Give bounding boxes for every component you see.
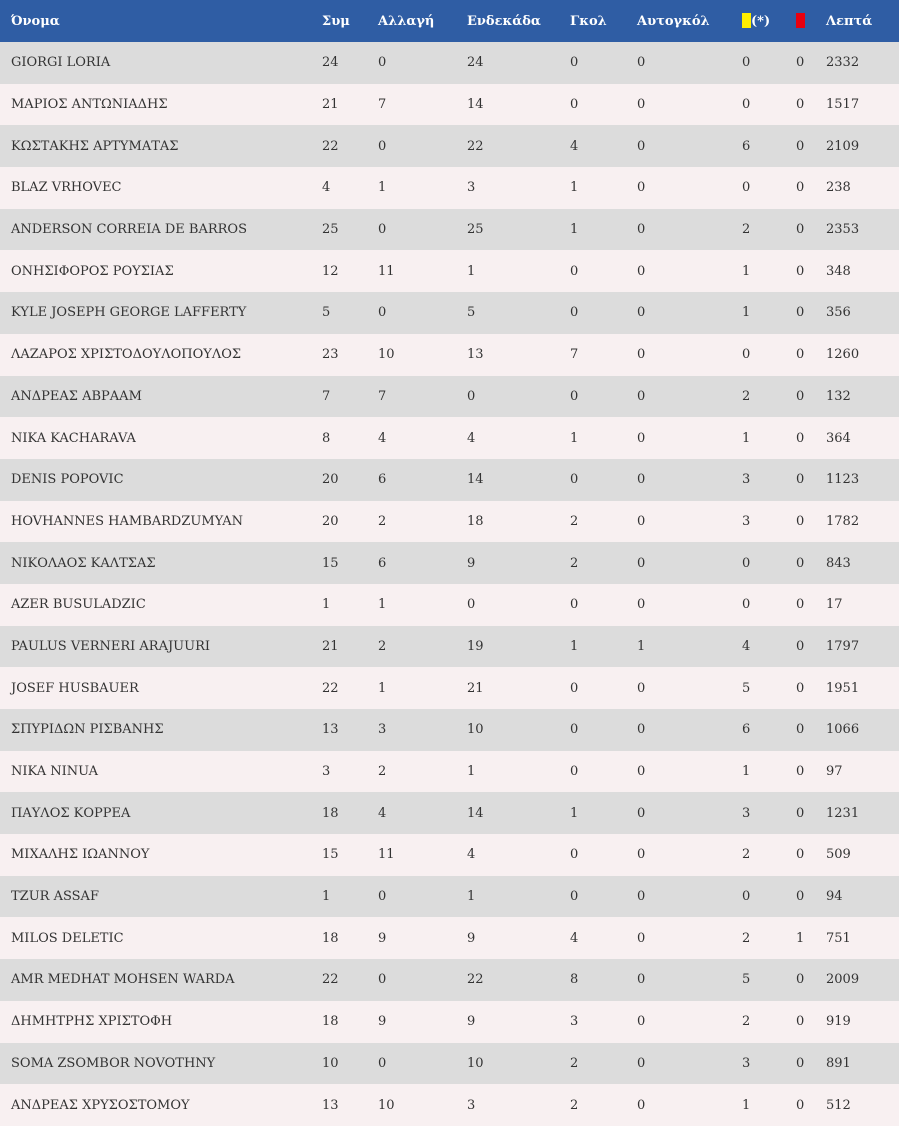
minutes-cell: 751 (826, 930, 851, 946)
minutes-cell: 512 (826, 1097, 851, 1113)
apps-cell: 22 (322, 680, 339, 696)
own-goals-cell: 0 (637, 847, 646, 863)
apps-cell: 22 (322, 972, 339, 988)
minutes-cell: 1517 (826, 97, 860, 113)
own-goals-cell: 0 (637, 430, 646, 446)
goals-cell: 0 (570, 472, 579, 488)
yellow-cards-cell: 1 (742, 263, 751, 279)
minutes-cell: 1231 (826, 805, 860, 821)
apps-cell: 18 (322, 1014, 339, 1030)
red-cards-cell: 0 (796, 388, 805, 404)
red-cards-cell: 0 (796, 222, 805, 238)
player-name-cell[interactable]: ΚΩΣΤΑΚΗΣ ΑΡΤΥΜΑΤΑΣ (11, 138, 179, 154)
table-row[interactable] (0, 167, 899, 209)
goals-cell: 0 (570, 263, 579, 279)
table-row[interactable] (0, 501, 899, 543)
minutes-cell: 97 (826, 764, 843, 780)
apps-cell: 22 (322, 138, 339, 154)
player-name-cell[interactable]: AZER BUSULADZIC (11, 597, 146, 613)
goals-cell: 4 (570, 930, 579, 946)
minutes-cell: 1951 (826, 680, 860, 696)
red-cards-cell: 0 (796, 513, 805, 529)
starts-cell: 25 (467, 222, 484, 238)
starts-cell: 13 (467, 347, 484, 363)
minutes-cell: 238 (826, 180, 851, 196)
starts-cell: 22 (467, 972, 484, 988)
red-cards-cell: 0 (796, 972, 805, 988)
minutes-cell: 364 (826, 430, 851, 446)
player-name-cell[interactable]: ΣΠΥΡΙΔΩΝ ΡΙΣΒΑΝΗΣ (11, 722, 164, 738)
col-header-red-cards[interactable] (785, 0, 815, 42)
apps-cell: 21 (322, 638, 339, 654)
apps-cell: 20 (322, 472, 339, 488)
yellow-cards-cell: 3 (742, 472, 751, 488)
goals-cell: 0 (570, 680, 579, 696)
player-name-cell[interactable]: DENIS POPOVIC (11, 472, 124, 488)
own-goals-cell: 0 (637, 889, 646, 905)
minutes-cell: 348 (826, 263, 851, 279)
table-row[interactable] (0, 250, 899, 292)
table-row[interactable] (0, 1084, 899, 1126)
starts-cell: 18 (467, 513, 484, 529)
table-row[interactable] (0, 376, 899, 418)
col-header-yellow-cards[interactable] (731, 0, 785, 42)
own-goals-cell: 1 (637, 638, 646, 654)
own-goals-cell: 0 (637, 138, 646, 154)
yellow-cards-cell: 5 (742, 972, 751, 988)
apps-cell: 8 (322, 430, 331, 446)
goals-cell: 0 (570, 597, 579, 613)
starts-cell: 0 (467, 388, 476, 404)
red-cards-cell: 0 (796, 1014, 805, 1030)
subs-cell: 3 (378, 722, 387, 738)
player-name-cell[interactable]: ΜΑΡΙΟΣ ΑΝΤΩΝΙΑΔΗΣ (11, 97, 168, 113)
goals-cell: 1 (570, 430, 579, 446)
starts-cell: 14 (467, 472, 484, 488)
yellow-cards-cell: 2 (742, 222, 751, 238)
own-goals-cell: 0 (637, 1097, 646, 1113)
player-name-cell[interactable]: ANDERSON CORREIA DE BARROS (11, 222, 247, 238)
red-cards-cell: 0 (796, 638, 805, 654)
own-goals-cell: 0 (637, 97, 646, 113)
apps-cell: 7 (322, 388, 331, 404)
table-row[interactable] (0, 584, 899, 626)
own-goals-cell: 0 (637, 222, 646, 238)
table-row[interactable] (0, 84, 899, 126)
col-header-subs[interactable]: Αλλαγή (378, 13, 435, 29)
table-row[interactable] (0, 1043, 899, 1085)
table-row[interactable] (0, 917, 899, 959)
table-body (0, 42, 899, 1126)
goals-cell: 0 (570, 847, 579, 863)
table-row[interactable] (0, 751, 899, 793)
goals-cell: 2 (570, 513, 579, 529)
yellow-cards-cell: 4 (742, 638, 751, 654)
yellow-cards-cell: 3 (742, 1055, 751, 1071)
goals-cell: 0 (570, 388, 579, 404)
player-name-cell[interactable]: PAULUS VERNERI ARAJUURI (11, 638, 211, 654)
starts-cell: 9 (467, 1014, 476, 1030)
apps-cell: 3 (322, 764, 331, 780)
own-goals-cell: 0 (637, 180, 646, 196)
player-name-cell[interactable]: TZUR ASSAF (11, 889, 99, 905)
own-goals-cell: 0 (637, 263, 646, 279)
starts-cell: 9 (467, 555, 476, 571)
subs-cell: 2 (378, 764, 387, 780)
subs-cell: 6 (378, 472, 387, 488)
starts-cell: 21 (467, 680, 484, 696)
starts-cell: 1 (467, 263, 476, 279)
table-row[interactable] (0, 709, 899, 751)
minutes-cell: 2109 (826, 138, 860, 154)
starts-cell: 4 (467, 430, 476, 446)
starts-cell: 1 (467, 889, 476, 905)
table-row[interactable] (0, 542, 899, 584)
yellow-cards-cell: 2 (742, 930, 751, 946)
red-cards-cell: 0 (796, 97, 805, 113)
yellow-cards-cell: 1 (742, 430, 751, 446)
starts-cell: 10 (467, 1055, 484, 1071)
minutes-cell: 919 (826, 1014, 851, 1030)
own-goals-cell: 0 (637, 347, 646, 363)
player-name-cell[interactable]: MILOS DELETIC (11, 930, 124, 946)
table-row[interactable] (0, 125, 899, 167)
yellow-cards-cell: 0 (742, 555, 751, 571)
yellow-cards-cell: 0 (742, 97, 751, 113)
apps-cell: 1 (322, 889, 331, 905)
yellow-cards-cell: 0 (742, 347, 751, 363)
yellow-cards-cell: 2 (742, 388, 751, 404)
table-row[interactable] (0, 292, 899, 334)
goals-cell: 1 (570, 222, 579, 238)
table-row[interactable] (0, 209, 899, 251)
table-row[interactable] (0, 42, 899, 84)
goals-cell: 8 (570, 972, 579, 988)
apps-cell: 21 (322, 97, 339, 113)
subs-cell: 0 (378, 138, 387, 154)
player-name-cell[interactable]: JOSEF HUSBAUER (11, 680, 139, 696)
own-goals-cell: 0 (637, 513, 646, 529)
apps-cell: 23 (322, 347, 339, 363)
player-name-cell[interactable]: ΑΝΔΡΕΑΣ ΧΡΥΣΟΣΤΟΜΟΥ (11, 1097, 190, 1113)
apps-cell: 13 (322, 1097, 339, 1113)
goals-cell: 0 (570, 722, 579, 738)
red-cards-cell: 0 (796, 55, 805, 71)
own-goals-cell: 0 (637, 680, 646, 696)
goals-cell: 1 (570, 805, 579, 821)
minutes-cell: 1066 (826, 722, 860, 738)
own-goals-cell: 0 (637, 55, 646, 71)
subs-cell: 9 (378, 1014, 387, 1030)
goals-cell: 0 (570, 55, 579, 71)
red-cards-cell: 0 (796, 1097, 805, 1113)
apps-cell: 15 (322, 847, 339, 863)
yellow-cards-cell: 2 (742, 1014, 751, 1030)
goals-cell: 3 (570, 1014, 579, 1030)
apps-cell: 12 (322, 263, 339, 279)
subs-cell: 7 (378, 388, 387, 404)
apps-cell: 13 (322, 722, 339, 738)
yellow-cards-cell: 0 (742, 180, 751, 196)
apps-cell: 1 (322, 597, 331, 613)
red-cards-cell: 0 (796, 805, 805, 821)
own-goals-cell: 0 (637, 972, 646, 988)
subs-cell: 0 (378, 55, 387, 71)
apps-cell: 15 (322, 555, 339, 571)
goals-cell: 0 (570, 97, 579, 113)
table-row[interactable] (0, 876, 899, 918)
table-row[interactable] (0, 792, 899, 834)
subs-cell: 0 (378, 222, 387, 238)
yellow-cards-cell: 1 (742, 764, 751, 780)
minutes-cell: 356 (826, 305, 851, 321)
goals-cell: 7 (570, 347, 579, 363)
minutes-cell: 17 (826, 597, 843, 613)
col-header-goals[interactable]: Γκολ (570, 13, 607, 29)
apps-cell: 18 (322, 805, 339, 821)
player-name-cell[interactable]: GIORGI LORIA (11, 55, 111, 71)
own-goals-cell: 0 (637, 722, 646, 738)
apps-cell: 18 (322, 930, 339, 946)
apps-cell: 24 (322, 55, 339, 71)
yellow-cards-cell: 6 (742, 138, 751, 154)
minutes-cell: 132 (826, 388, 851, 404)
table-row[interactable] (0, 1001, 899, 1043)
player-name-cell[interactable]: HOVHANNES HAMBARDZUMYAN (11, 513, 243, 529)
player-name-cell[interactable]: BLAZ VRHOVEC (11, 180, 122, 196)
minutes-cell: 1260 (826, 347, 860, 363)
yellow-cards-cell: 0 (742, 597, 751, 613)
own-goals-cell: 0 (637, 305, 646, 321)
apps-cell: 20 (322, 513, 339, 529)
own-goals-cell: 0 (637, 555, 646, 571)
red-cards-cell: 1 (796, 930, 805, 946)
player-name-cell[interactable]: ΝΙΚΟΛΑΟΣ ΚΑΛΤΣΑΣ (11, 555, 156, 571)
col-header-apps[interactable]: Συμ (322, 13, 350, 29)
goals-cell: 0 (570, 305, 579, 321)
yellow-cards-cell: 1 (742, 305, 751, 321)
starts-cell: 24 (467, 55, 484, 71)
own-goals-cell: 0 (637, 472, 646, 488)
minutes-cell: 1123 (826, 472, 860, 488)
goals-cell: 1 (570, 180, 579, 196)
red-cards-cell: 0 (796, 847, 805, 863)
table-row[interactable] (0, 334, 899, 376)
starts-cell: 14 (467, 805, 484, 821)
minutes-cell: 2009 (826, 972, 860, 988)
subs-cell: 4 (378, 805, 387, 821)
minutes-cell: 2332 (826, 55, 860, 71)
yellow-cards-cell: 2 (742, 847, 751, 863)
table-row[interactable] (0, 667, 899, 709)
subs-cell: 1 (378, 597, 387, 613)
player-name-cell[interactable]: ΟΝΗΣΙΦΟΡΟΣ ΡΟΥΣΙΑΣ (11, 263, 174, 279)
minutes-cell: 94 (826, 889, 843, 905)
apps-cell: 5 (322, 305, 331, 321)
table-row[interactable] (0, 459, 899, 501)
yellow-card-suffix: (*) (751, 14, 771, 29)
yellow-cards-cell: 0 (742, 889, 751, 905)
subs-cell: 0 (378, 1055, 387, 1071)
red-card-icon (796, 13, 805, 28)
red-cards-cell: 0 (796, 1055, 805, 1071)
starts-cell: 14 (467, 97, 484, 113)
table-header-row (0, 0, 899, 42)
starts-cell: 9 (467, 930, 476, 946)
player-name-cell[interactable]: ΜΙΧΑΛΗΣ ΙΩΑΝΝΟΥ (11, 847, 150, 863)
apps-cell: 10 (322, 1055, 339, 1071)
red-cards-cell: 0 (796, 305, 805, 321)
goals-cell: 4 (570, 138, 579, 154)
own-goals-cell: 0 (637, 805, 646, 821)
subs-cell: 10 (378, 347, 395, 363)
yellow-cards-cell: 3 (742, 513, 751, 529)
minutes-cell: 2353 (826, 222, 860, 238)
subs-cell: 0 (378, 305, 387, 321)
red-cards-cell: 0 (796, 138, 805, 154)
red-cards-cell: 0 (796, 555, 805, 571)
yellow-cards-cell: 3 (742, 805, 751, 821)
goals-cell: 2 (570, 1097, 579, 1113)
subs-cell: 10 (378, 1097, 395, 1113)
goals-cell: 2 (570, 555, 579, 571)
col-header-starts[interactable]: Ενδεκάδα (467, 13, 541, 29)
subs-cell: 11 (378, 847, 395, 863)
table-row[interactable] (0, 626, 899, 668)
red-cards-cell: 0 (796, 263, 805, 279)
own-goals-cell: 0 (637, 1055, 646, 1071)
red-cards-cell: 0 (796, 597, 805, 613)
minutes-cell: 843 (826, 555, 851, 571)
col-header-minutes[interactable]: Λεπτά (826, 13, 873, 29)
yellow-cards-cell: 1 (742, 1097, 751, 1113)
subs-cell: 7 (378, 97, 387, 113)
col-header-own-goals[interactable]: Αυτογκόλ (637, 13, 710, 29)
own-goals-cell: 0 (637, 388, 646, 404)
player-name-cell[interactable]: ΑΝΔΡΕΑΣ ΑΒΡΑΑΜ (11, 388, 142, 404)
subs-cell: 2 (378, 513, 387, 529)
minutes-cell: 891 (826, 1055, 851, 1071)
own-goals-cell: 0 (637, 764, 646, 780)
yellow-cards-cell: 5 (742, 680, 751, 696)
player-name-cell[interactable]: ΔΗΜΗΤΡΗΣ ΧΡΙΣΤΟΦΗ (11, 1014, 173, 1030)
starts-cell: 19 (467, 638, 484, 654)
subs-cell: 1 (378, 680, 387, 696)
subs-cell: 11 (378, 263, 395, 279)
subs-cell: 4 (378, 430, 387, 446)
goals-cell: 0 (570, 764, 579, 780)
red-cards-cell: 0 (796, 764, 805, 780)
subs-cell: 0 (378, 889, 387, 905)
table-row[interactable] (0, 959, 899, 1001)
starts-cell: 3 (467, 1097, 476, 1113)
player-name-cell[interactable]: ΠΑΥΛΟΣ ΚΟΡΡΕΑ (11, 805, 131, 821)
red-cards-cell: 0 (796, 347, 805, 363)
goals-cell: 1 (570, 638, 579, 654)
goals-cell: 2 (570, 1055, 579, 1071)
apps-cell: 4 (322, 180, 331, 196)
starts-cell: 10 (467, 722, 484, 738)
apps-cell: 25 (322, 222, 339, 238)
subs-cell: 6 (378, 555, 387, 571)
minutes-cell: 1782 (826, 513, 860, 529)
player-name-cell[interactable]: ΛΑΖΑΡΟΣ ΧΡΙΣΤΟΔΟΥΛΟΠΟΥΛΟΣ (11, 347, 242, 363)
subs-cell: 2 (378, 638, 387, 654)
player-name-cell[interactable]: AMR MEDHAT MOHSEN WARDA (11, 972, 235, 988)
red-cards-cell: 0 (796, 722, 805, 738)
player-name-cell[interactable]: KYLE JOSEPH GEORGE LAFFERTY (11, 305, 247, 321)
red-cards-cell: 0 (796, 680, 805, 696)
minutes-cell: 509 (826, 847, 851, 863)
own-goals-cell: 0 (637, 930, 646, 946)
starts-cell: 1 (467, 764, 476, 780)
table-row[interactable] (0, 417, 899, 459)
goals-cell: 0 (570, 889, 579, 905)
subs-cell: 1 (378, 180, 387, 196)
col-header-name[interactable]: Όνομα (11, 13, 60, 29)
table-row[interactable] (0, 834, 899, 876)
starts-cell: 5 (467, 305, 476, 321)
own-goals-cell: 0 (637, 1014, 646, 1030)
red-cards-cell: 0 (796, 430, 805, 446)
minutes-cell: 1797 (826, 638, 860, 654)
player-name-cell[interactable]: NIKA KACHARAVA (11, 430, 136, 446)
subs-cell: 0 (378, 972, 387, 988)
yellow-cards-cell: 6 (742, 722, 751, 738)
subs-cell: 9 (378, 930, 387, 946)
starts-cell: 0 (467, 597, 476, 613)
red-cards-cell: 0 (796, 472, 805, 488)
red-cards-cell: 0 (796, 889, 805, 905)
player-name-cell[interactable]: SOMA ZSOMBOR NOVOTHNY (11, 1055, 216, 1071)
player-name-cell[interactable]: NIKA NINUA (11, 764, 99, 780)
yellow-cards-cell: 0 (742, 55, 751, 71)
own-goals-cell: 0 (637, 597, 646, 613)
red-cards-cell: 0 (796, 180, 805, 196)
starts-cell: 3 (467, 180, 476, 196)
starts-cell: 22 (467, 138, 484, 154)
starts-cell: 4 (467, 847, 476, 863)
yellow-card-icon (742, 13, 751, 28)
